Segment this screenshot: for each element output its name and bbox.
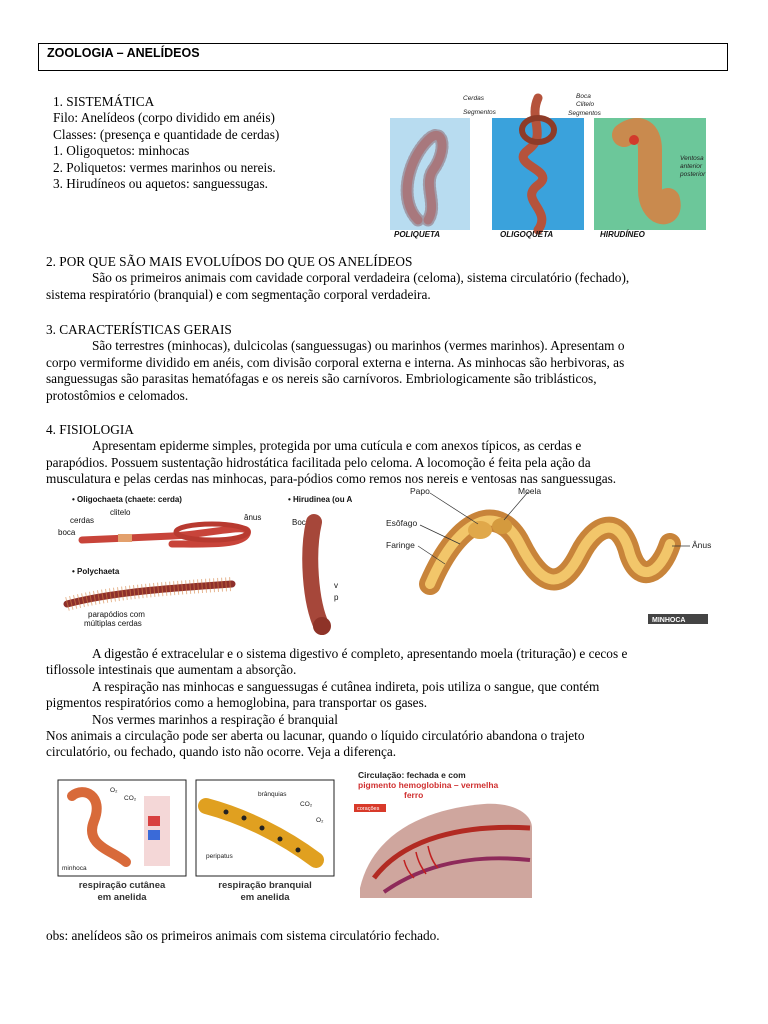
figure-label: CO₂ xyxy=(300,801,313,808)
text-line: 3. Hirudíneos ou aquetos: sanguessugas. xyxy=(53,176,268,192)
figure-label: anterior xyxy=(680,163,703,170)
figure-caption: respiração branquial xyxy=(218,880,312,891)
figure-caption: em anelida xyxy=(97,892,147,903)
hearts-tag-text: corações xyxy=(357,806,380,812)
figure-caption: em anelida xyxy=(240,892,290,903)
figure-label: Segmentos xyxy=(463,109,496,116)
circulation-title: pigmento hemoglobina – vermelha xyxy=(358,780,499,790)
text-line: pigmentos respiratórios como a hemoglobina, para transportar os gases. xyxy=(46,695,428,711)
circulation-title: ferro xyxy=(404,790,424,800)
posterior-sucker xyxy=(313,617,331,635)
figure-label: peripatus xyxy=(206,853,233,860)
section-heading: 1. SISTEMÁTICA xyxy=(53,94,155,109)
digestive-system-figure xyxy=(370,484,715,624)
figure-label: ânus xyxy=(244,513,262,522)
figure-label: boca xyxy=(58,528,76,537)
figure-label: Segmentos xyxy=(568,110,601,117)
hirudinea-title: • Hirudinea (ou A xyxy=(288,495,353,504)
text-line: musculatura e pelas cerdas nas minhocas, para-pódios como remos nos nereis e ventosas nas sanguessugas. xyxy=(46,471,617,487)
crop xyxy=(468,521,492,539)
figure-label: Ânus xyxy=(692,540,712,550)
figure-label: p xyxy=(334,593,339,602)
figure-label: múltiplas cerdas xyxy=(84,619,142,628)
figure-label: Esôfago xyxy=(386,518,418,528)
observation-note: obs: anelídeos são os primeiros animais com sistema circulatório fechado. xyxy=(46,928,440,943)
corner-tag-text: MINHOCA xyxy=(652,617,686,624)
figure-label: clitelo xyxy=(110,508,131,517)
circulation-title: Circulação: fechada e com xyxy=(358,770,466,780)
text-line: Nos animais a circulação pode ser aberta ou lacunar, quando o líquido circulatório abandona o trajeto xyxy=(46,728,585,744)
figure-label: parapódios com xyxy=(88,610,145,619)
section-heading: 2. POR QUE SÃO MAIS EVOLUÍDOS DO QUE OS ANELÍDEOS xyxy=(46,254,413,269)
section-physiology xyxy=(46,422,616,488)
text-line: tiflossole intestinais que aumentam a absorção. xyxy=(46,662,297,678)
leech-sucker xyxy=(629,135,639,145)
figure-caption: HIRUDÍNEO xyxy=(600,230,645,239)
text-line: 1. Oligoquetos: minhocas xyxy=(53,143,190,159)
figure-label: O₂ xyxy=(316,817,324,824)
circulation-figure xyxy=(354,768,536,914)
gizzard xyxy=(492,518,512,534)
section-heading: 3. CARACTERÍSTICAS GERAIS xyxy=(46,322,232,337)
figure-caption: POLIQUETA xyxy=(394,230,441,239)
figure-label: posterior xyxy=(680,171,706,178)
text-line: protostômios e celomados. xyxy=(46,387,189,403)
section-digestion-respiration xyxy=(46,646,627,761)
figure-label: minhoca xyxy=(62,865,87,872)
text-line: corpo vermiforme dividido em anéis, com divisão corporal externa e interna. As minhocas são herbivoras, as xyxy=(46,354,625,370)
figure-caption: OLIGOQUETA xyxy=(500,230,554,239)
figure-label: O₂ xyxy=(110,787,118,794)
figure-label: Ventosa xyxy=(680,155,704,162)
section-heading: 4. FISIOLOGIA xyxy=(46,422,134,437)
figure-label: Faringe xyxy=(386,540,415,550)
figure-label: Boca xyxy=(292,518,311,527)
text-line: Nos vermes marinhos a respiração é branquial xyxy=(92,711,338,727)
text-line: Filo: Anelídeos (corpo dividido em anéis) xyxy=(53,110,275,126)
figure-label: brânquias xyxy=(258,791,287,798)
oligochaeta-title: • Oligochaeta (chaete: cerda) xyxy=(72,495,182,504)
text-line: Apresentam epiderme simples, protegida por uma cutícula e com anexos típicos, as cerdas e xyxy=(92,438,582,454)
text-line: 2. Poliquetos: vermes marinhos ou nereis. xyxy=(53,159,276,175)
text-line: parapódios. Possuem sustentação hidrostática facilitada pelo celoma. A locomoção é feita pela ação da xyxy=(46,454,591,470)
text-line: circulatório, ou fechado, quando isto não ocorre. Veja a diferença. xyxy=(46,744,397,760)
figure-label: CO₂ xyxy=(124,795,137,802)
section-evolution xyxy=(46,254,629,303)
text-line: São terrestres (minhocas), dulcicolas (sanguessugas) ou marinhos (vermes marinhos). Apresentam o xyxy=(92,338,625,354)
text-line: São os primeiros animais com cavidade corporal verdadeira (celoma), sistema circulatório (fechado), xyxy=(92,270,630,286)
text-line: sistema respiratório (branquial) e com segmentação corporal verdadeira. xyxy=(46,286,431,302)
page-title: ZOOLOGIA – ANELÍDEOS xyxy=(47,46,200,60)
figure-label: Clitelo xyxy=(576,101,595,108)
section-systematics xyxy=(53,94,279,192)
text-line: Classes: (presença e quantidade de cerdas) xyxy=(53,126,280,142)
figure-label: cerdas xyxy=(70,516,95,525)
figure-caption: respiração cutânea xyxy=(78,880,166,891)
polychaeta-title: • Polychaeta xyxy=(72,567,120,576)
title-box xyxy=(38,43,728,71)
hirudinea-worm xyxy=(310,522,322,627)
clitellum xyxy=(118,534,132,542)
respiration-figure xyxy=(54,776,344,906)
figure-label: Boca xyxy=(576,93,591,100)
annelid-classes-figure xyxy=(388,90,708,240)
figure-label: v xyxy=(334,581,338,590)
annelid-types-figure xyxy=(52,492,353,640)
figure-label: Papo xyxy=(410,486,430,496)
worm-body-cutaway xyxy=(360,804,532,898)
blood-vessel xyxy=(148,816,160,826)
figure-label: Cerdas xyxy=(463,95,484,102)
figure-label: Moela xyxy=(518,486,542,496)
text-line: A digestão é extracelular e o sistema digestivo é completo, apresentando moela (trituração) e cecos e xyxy=(92,646,628,661)
text-line: sanguessugas são parasitas hematófagas e os nereis são carnívoros. Embriologicamente são triblásticos, xyxy=(46,371,597,387)
text-line: A respiração nas minhocas e sanguessugas é cutânea indireta, pois utiliza o sangue, que contém xyxy=(92,678,600,694)
blood-vessel xyxy=(148,830,160,840)
section-general xyxy=(46,322,624,404)
